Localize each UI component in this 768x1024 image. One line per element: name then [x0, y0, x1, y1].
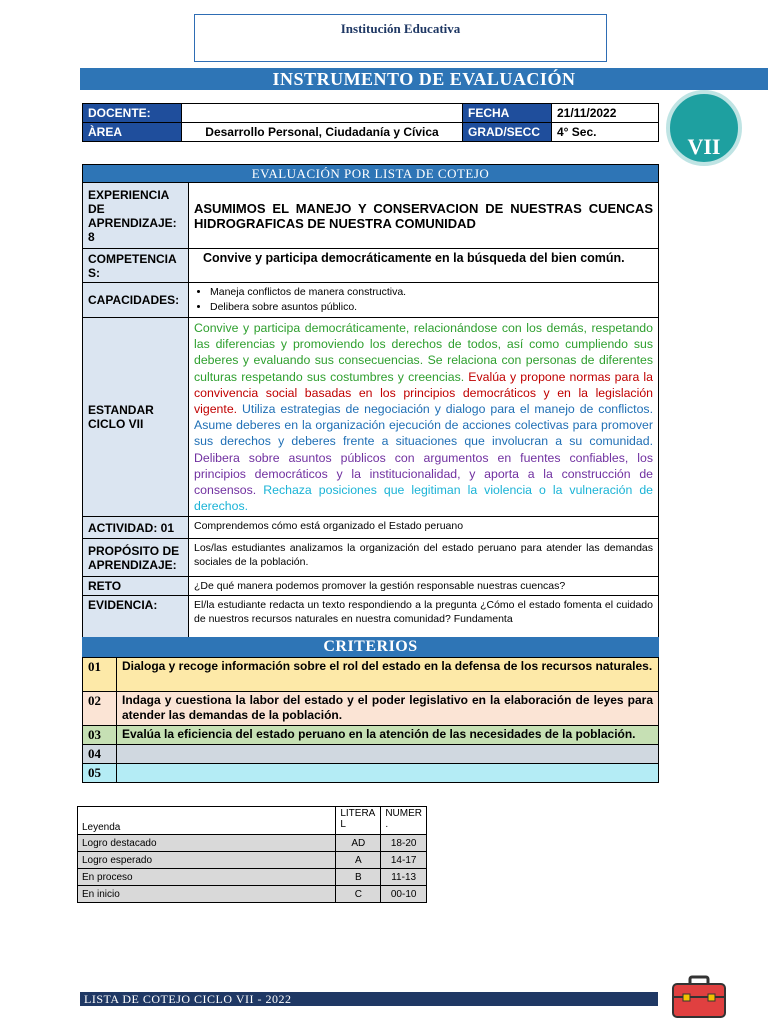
reto-label: RETO — [83, 577, 189, 596]
legend-row-range: 18-20 — [381, 835, 427, 852]
legend-row-label: En inicio — [78, 886, 336, 903]
criterion-text — [117, 745, 659, 764]
briefcase-icon — [671, 975, 727, 1019]
legend-row-label: Logro destacado — [78, 835, 336, 852]
fecha-label: FECHA — [463, 104, 552, 123]
criterion-number: 03 — [83, 726, 117, 745]
fecha-value: 21/11/2022 — [552, 104, 659, 123]
criterion-number: 05 — [83, 764, 117, 783]
legend-row-range: 14-17 — [381, 852, 427, 869]
competencia-label: COMPETENCIA S: — [83, 249, 189, 283]
legend-row-literal: AD — [336, 835, 381, 852]
grad-label: GRAD/SECC — [463, 123, 552, 142]
criteria-title-bar — [82, 637, 659, 657]
estandar-part-3: Utiliza estrategias de negociación y dialogo para el manejo de conflictos. Asume deberes en la organización ejecución de acciones colectivas para promover sus derechos y deberes frente a situaciones que involucran a su comunidad. — [194, 402, 653, 449]
docente-value — [182, 104, 463, 123]
evaluation-table — [82, 164, 659, 640]
estandar-part-4: Delibera sobre asuntos públicos con argumentos en fuentes confiables, los principios democráticos y la institucionalidad, y aporta a la construcción de consensos. — [194, 450, 653, 498]
evaluation-section-title: EVALUACIÓN POR LISTA DE COTEJO — [83, 165, 659, 183]
estandar-part-2: Evalúa y propone normas para la convivencia social basadas en los principios democráticos y en la legislación vigente. — [194, 369, 653, 417]
criterion-number: 01 — [83, 658, 117, 692]
footer-text: LISTA DE COTEJO CICLO VII - 2022 — [84, 992, 292, 1006]
capacidad-item: • Delibera sobre asuntos público. — [210, 300, 653, 315]
institution-label: Institución Educativa — [340, 21, 461, 36]
criterion-text: Evalúa la eficiencia del estado peruano en la atención de las necesidades de la población. — [117, 726, 659, 745]
criterion-text — [117, 764, 659, 783]
proposito-value: Los/las estudiantes analizamos la organización del estado peruano para atender las demandas sociales de la población. — [189, 539, 659, 577]
capacidades-cell — [189, 283, 659, 318]
evidencia-value: El/la estudiante redacta un texto respondiendo a la pregunta ¿Cómo el estado fomenta el cuidado de nuestros recursos naturales en nuestra comunidad? Fundamenta — [189, 596, 659, 640]
area-label: ÀREA — [83, 123, 182, 142]
legend-table — [77, 806, 427, 903]
reto-value: ¿De qué manera podemos promover la gestión responsable nuestras cuencas? — [189, 577, 659, 596]
legend-row-literal: A — [336, 852, 381, 869]
criteria-title: CRITERIOS — [323, 638, 418, 655]
proposito-label: PROPÓSITO DE APRENDIZAJE: — [83, 539, 189, 577]
criterion-text: Indaga y cuestiona la labor del estado y el poder legislativo en la elaboración de leyes para atender las demandas de la población. — [117, 692, 659, 726]
legend-row-literal: B — [336, 869, 381, 886]
evidencia-label: EVIDENCIA: — [83, 596, 189, 640]
capacidad-item: • Maneja conflictos de manera constructiva. — [210, 285, 653, 300]
criterion-number: 02 — [83, 692, 117, 726]
page-title: INSTRUMENTO DE EVALUACIÓN — [272, 69, 576, 89]
cycle-badge-label: VII — [687, 134, 721, 159]
legend-row-range: 11-13 — [381, 869, 427, 886]
actividad-label: ACTIVIDAD: 01 — [83, 517, 189, 539]
area-value: Desarrollo Personal, Ciudadanía y Cívica — [182, 123, 463, 142]
criteria-table — [82, 657, 659, 783]
footer-bar — [80, 992, 658, 1006]
cycle-badge — [666, 90, 742, 166]
legend-row-label: En proceso — [78, 869, 336, 886]
grad-value: 4° Sec. — [552, 123, 659, 142]
legend-header-literal: LITERA L — [336, 807, 381, 835]
docente-label: DOCENTE: — [83, 104, 182, 123]
criterion-number: 04 — [83, 745, 117, 764]
estandar-label: ESTANDAR CICLO VII — [83, 318, 189, 517]
legend-row-label: Logro esperado — [78, 852, 336, 869]
experiencia-label: EXPERIENCIA DE APRENDIZAJE: 8 — [83, 183, 189, 249]
estandar-part-5: Rechaza posiciones que legitiman la violencia o la vulneración de derechos. — [194, 483, 654, 514]
capacidades-label: CAPACIDADES: — [83, 283, 189, 318]
legend-row-range: 00-10 — [381, 886, 427, 903]
capacidades-list — [194, 285, 653, 315]
institution-box — [194, 14, 607, 62]
experiencia-value: ASUMIMOS EL MANEJO Y CONSERVACION DE NUESTRAS CUENCAS HIDROGRAFICAS DE NUESTRA COMUNIDAD — [189, 183, 659, 249]
legend-header-numeral: NUMER . — [381, 807, 427, 835]
competencia-value: Convive y participa democráticamente en la búsqueda del bien común. — [189, 249, 659, 283]
actividad-value: Comprendemos cómo está organizado el Estado peruano — [189, 517, 659, 539]
legend-row-literal: C — [336, 886, 381, 903]
estandar-text — [189, 318, 659, 517]
title-bar — [80, 68, 768, 90]
estandar-part-1: Convive y participa democráticamente, relacionándose con los demás, respetando las diferencias y promoviendo los derechos de todos, así como cumpliendo sus deberes y evaluando sus consecuencias. Se relaciona con personas de diferentes culturas respetando sus costumbres y creencias. — [194, 321, 653, 384]
legend-header-leyenda: Leyenda — [78, 807, 336, 835]
criterion-text: Dialoga y recoge información sobre el rol del estado en la defensa de los recursos naturales. — [117, 658, 659, 692]
header-table — [82, 103, 659, 142]
